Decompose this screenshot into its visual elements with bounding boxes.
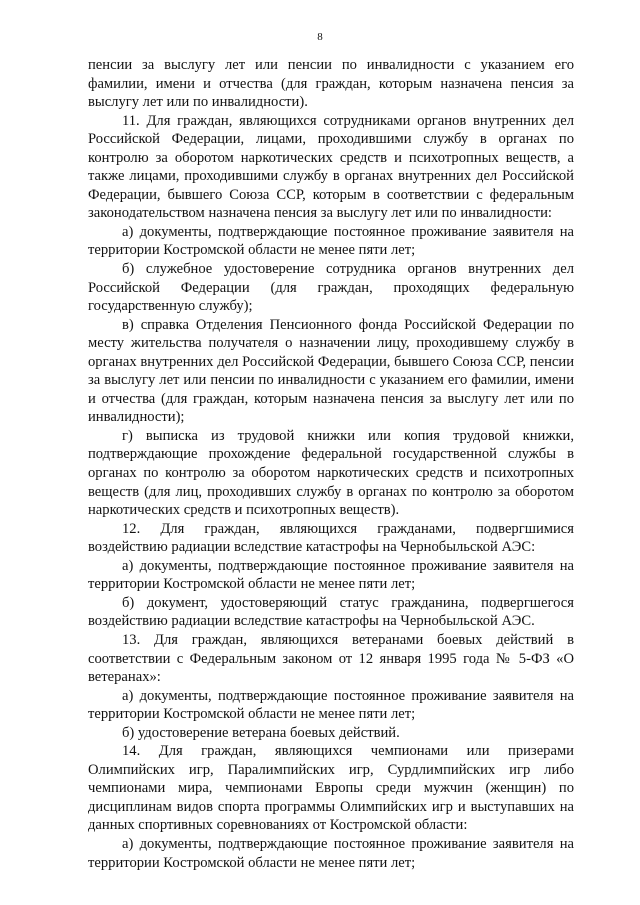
paragraph: 14. Для граждан, являющихся чемпионами или призерами Олимпийских игр, Паралимпийских игр, Сурдлимпийских игр либо чемпионами мира, чемпионами Европы среди мужчин (женщин) по дисциплинам видов спорта программы Олимпийских игр и выступавших на данных спортивных соревнованиях от Костромской области: [88, 743, 574, 834]
paragraph: в) справка Отделения Пенсионного фонда Российской Федерации по месту жительства получателя о назначении лицу, проходившему службу в органах внутренних дел Российской Федерации, бывшего Союза ССР, пенсии за выслугу лет или пенсии по инвалидности с указанием его фамилии, имени и отчества (для граждан, которым назначена пенсия за выслугу лет или по инвалидности); [88, 316, 574, 426]
paragraph: 11. Для граждан, являющихся сотрудниками органов внутренних дел Российской Федерации, лицами, проходившими службу в органах по контролю за оборотом наркотических средств и психотропных веществ, а также лицами, проходившими службу в органах внутренних дел Российской Федерации, бывшего Союза ССР, которым в соответствии с федеральным законодательством назначена пенсия за выслугу лет или по инвалидности: [88, 112, 574, 222]
document-body [88, 56, 574, 872]
paragraph: б) удостоверение ветерана боевых действий. [122, 724, 400, 741]
paragraph: б) документ, удостоверяющий статус гражданина, подвергшегося воздействию радиации вследствие катастрофы на Чернобыльской АЭС. [88, 594, 574, 630]
paragraph: пенсии за выслугу лет или пенсии по инвалидности с указанием его фамилии, имени и отчества (для граждан, которым назначена пенсия за выслугу лет или по инвалидности). [88, 57, 574, 111]
paragraph: 13. Для граждан, являющихся ветеранами боевых действий в соответствии с Федеральным законом от 12 января 1995 года № 5-ФЗ «О ветеранах»: [88, 631, 574, 686]
paragraph: а) документы, подтверждающие постоянное проживание заявителя на территории Костромской области не менее пяти лет; [88, 687, 574, 723]
page-number: 8 [317, 31, 323, 43]
paragraph: а) документы, подтверждающие постоянное проживание заявителя на территории Костромской области не менее пяти лет; [88, 557, 574, 593]
paragraph: а) документы, подтверждающие постоянное проживание заявителя на территории Костромской области не менее пяти лет; [88, 835, 574, 871]
paragraph: г) выписка из трудовой книжки или копия трудовой книжки, подтверждающие прохождение федеральной государственной службы в органах по контролю за оборотом наркотических средств и психотропных веществ (для лиц, проходивших службу в органах по контролю за оборотом наркотических средств и психотропных веществ). [88, 427, 574, 519]
paragraph: а) документы, подтверждающие постоянное проживание заявителя на территории Костромской области не менее пяти лет; [88, 223, 574, 259]
paragraph: 12. Для граждан, являющихся гражданами, подвергшимися воздействию радиации вследствие катастрофы на Чернобыльской АЭС: [88, 520, 574, 556]
paragraph: б) служебное удостоверение сотрудника органов внутренних дел Российской Федерации (для граждан, проходящих федеральную государственную службу); [88, 261, 574, 315]
